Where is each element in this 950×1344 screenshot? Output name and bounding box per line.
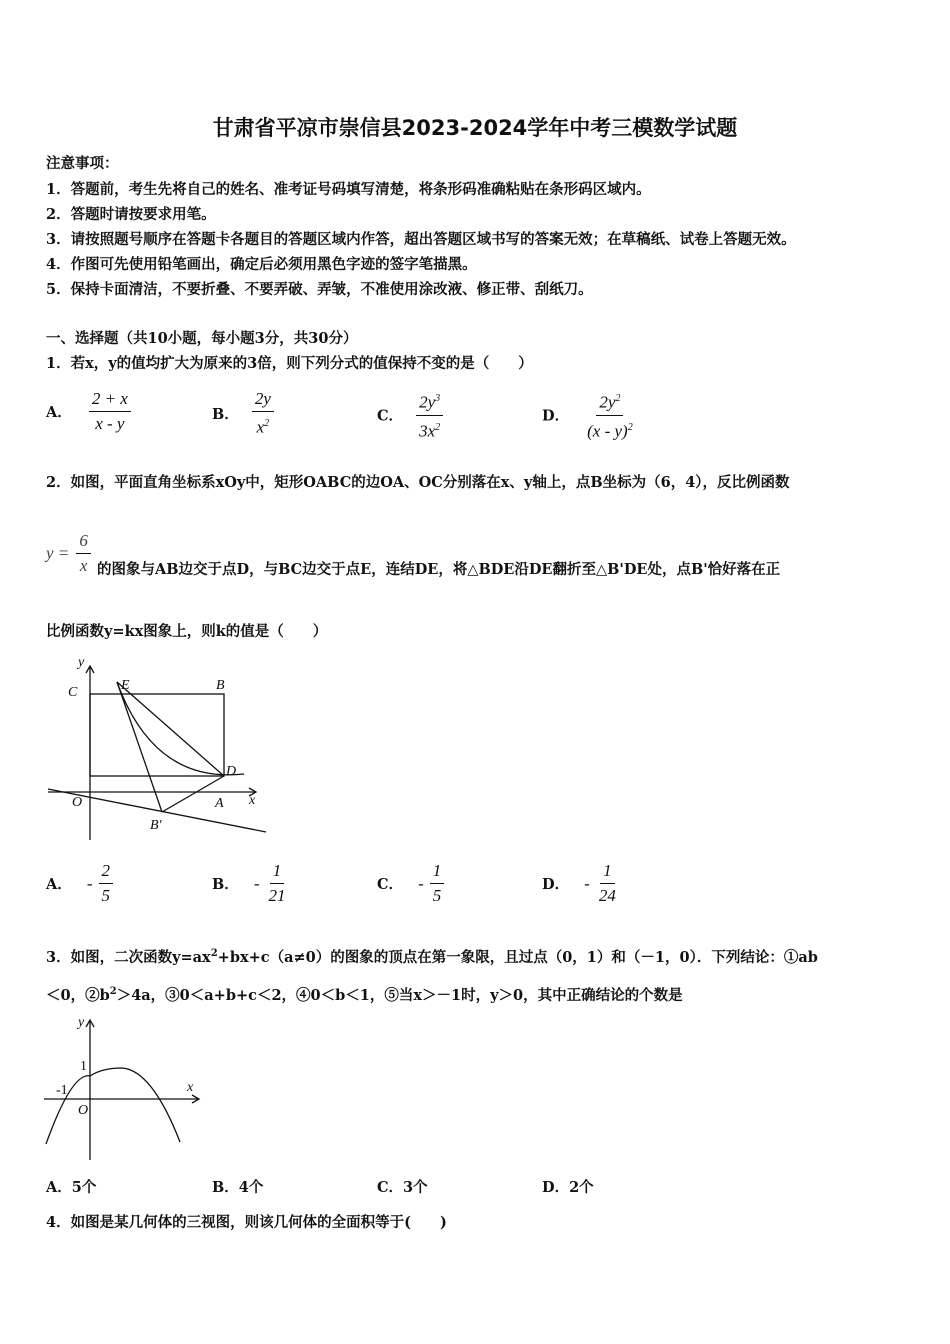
parabola-curve <box>46 1068 180 1144</box>
label-x: x <box>249 793 256 808</box>
q3-figure <box>42 1012 207 1162</box>
notice-item: 3．请按照题号顺序在答题卡各题目的答题区域内作答，超出答题区域书写的答案无效；在草稿纸、试卷上答题无效。 <box>46 231 796 248</box>
hyperbola-curve <box>117 682 244 775</box>
q2-line-3: 比例函数y=kx图象上，则k的值是（ ） <box>46 623 328 640</box>
q2-option-a[interactable] <box>46 861 113 906</box>
q2-option-b[interactable] <box>212 861 289 906</box>
fraction <box>416 389 443 441</box>
q3-option-a[interactable]: A．5个 <box>46 1179 97 1196</box>
label-o: O <box>78 1103 89 1118</box>
fraction-numerator: 2 + x <box>89 389 131 412</box>
fraction-numerator: 6 <box>76 531 91 554</box>
q2-option-c[interactable] <box>377 861 444 906</box>
section-heading: 一、选择题（共10小题，每小题3分，共30分） <box>46 330 358 347</box>
fraction-denominator: 21 <box>268 886 286 905</box>
fraction <box>430 861 445 906</box>
fraction-denominator: $x^2$ <box>256 417 270 437</box>
label-b: B <box>216 678 225 693</box>
fraction-denominator: x <box>79 556 88 575</box>
fraction <box>89 389 131 434</box>
fraction <box>584 389 636 441</box>
fraction <box>76 531 91 576</box>
fraction-numerator: 1 <box>600 861 615 884</box>
fraction-denominator: 24 <box>598 886 616 905</box>
option-label: D． <box>542 876 570 893</box>
option-label: C． <box>377 407 404 425</box>
fraction-denominator: x - y <box>95 414 125 433</box>
label-c: C <box>68 685 78 700</box>
fraction <box>252 389 274 438</box>
fraction-denominator: 5 <box>432 886 442 905</box>
label-y: y <box>78 1015 85 1030</box>
fraction-denominator: (x - y)$^2$ <box>587 421 633 441</box>
function-lhs: y = <box>46 543 70 563</box>
notice-item: 2．答题时请按要求用笔。 <box>46 206 216 223</box>
fraction-numerator: $2y^2$ <box>596 389 623 416</box>
q2-option-d[interactable] <box>542 861 619 906</box>
fraction-denominator: $3x^2$ <box>419 421 441 441</box>
label-a: A <box>215 796 224 811</box>
label-y: y <box>78 655 85 670</box>
label-minus-one: -1 <box>56 1083 68 1098</box>
label-o: O <box>72 795 83 810</box>
q3-option-d[interactable]: D．2个 <box>542 1179 594 1196</box>
option-label: D． <box>542 407 570 425</box>
fraction-numerator: 2 <box>99 861 114 884</box>
fraction-numerator: 1 <box>270 861 285 884</box>
q1-option-b[interactable] <box>212 389 274 438</box>
fraction <box>99 861 114 906</box>
q3-line-2: ＜0，$②b^2>4a$，③0＜a+b+c＜2，④0＜b＜1，⑤当x＞－1时，y＞0，其中正确结论的个数是 <box>46 986 683 1004</box>
fraction-numerator: 1 <box>430 861 445 884</box>
option-label: B． <box>212 876 239 893</box>
minus-sign: - <box>86 873 93 893</box>
minus-sign: - <box>584 873 590 893</box>
fraction <box>266 861 289 906</box>
minus-sign: - <box>418 873 424 893</box>
notice-item: 4．作图可先使用铅笔画出，确定后必须用黑色字迹的签字笔描黑。 <box>46 256 477 273</box>
q2-function <box>46 531 91 576</box>
rectangle-oabc <box>90 694 224 776</box>
q2-figure <box>44 654 274 844</box>
q4-stem: 4．如图是某几何体的三视图，则该几何体的全面积等于( ) <box>46 1214 447 1231</box>
q2-line-1: 2．如图，平面直角坐标系xOy中，矩形OABC的边OA、OC分别落在x、y轴上，点B坐标为（6，4），反比例函数 <box>46 474 790 491</box>
label-e: E <box>121 678 130 693</box>
label-x: x <box>187 1080 194 1095</box>
option-label: A． <box>46 404 72 421</box>
q1-option-c[interactable] <box>377 389 443 441</box>
option-label: B． <box>212 405 239 423</box>
notice-heading: 注意事项： <box>46 155 119 172</box>
page-title: 甘肃省平凉市崇信县2023-2024学年中考三模数学试题 <box>212 116 738 140</box>
label-d: D <box>226 764 237 779</box>
notice-item: 5．保持卡面清洁，不要折叠、不要弄破、弄皱，不准使用涂改液、修正带、刮纸刀。 <box>46 281 593 298</box>
fraction-numerator: $2y^3$ <box>416 389 443 416</box>
fraction-denominator: 5 <box>101 886 110 905</box>
notice-item: 1．答题前，考生先将自己的姓名、准考证号码填写清楚，将条形码准确粘贴在条形码区域内。 <box>46 181 651 198</box>
q3-option-c[interactable]: C．3个 <box>377 1179 428 1196</box>
q2-line-2: 的图象与AB边交于点D，与BC边交于点E，连结DE，将△BDE沿DE翻折至△B'DE处，点B'恰好落在正 <box>97 561 781 578</box>
label-one: 1 <box>80 1059 87 1074</box>
q1-option-d[interactable] <box>542 389 636 441</box>
q3-option-b[interactable]: B．4个 <box>212 1179 264 1196</box>
q3-line-1: 3．如图，二次函数$y=ax^2+bx+c(a\ne 0)$的图象的顶点在第一象限，且过点（0，1）和（－1，0）．下列结论：①ab <box>46 948 818 966</box>
q1-option-a[interactable] <box>46 389 131 434</box>
option-label: C． <box>377 876 404 893</box>
fraction <box>596 861 619 906</box>
option-label: A． <box>46 876 72 893</box>
q1-stem: 1．若x，y的值均扩大为原来的3倍，则下列分式的值保持不变的是（ ） <box>46 355 533 372</box>
label-b-prime: B' <box>150 818 162 833</box>
fraction-numerator: 2y <box>252 389 274 412</box>
minus-sign: - <box>253 873 260 893</box>
